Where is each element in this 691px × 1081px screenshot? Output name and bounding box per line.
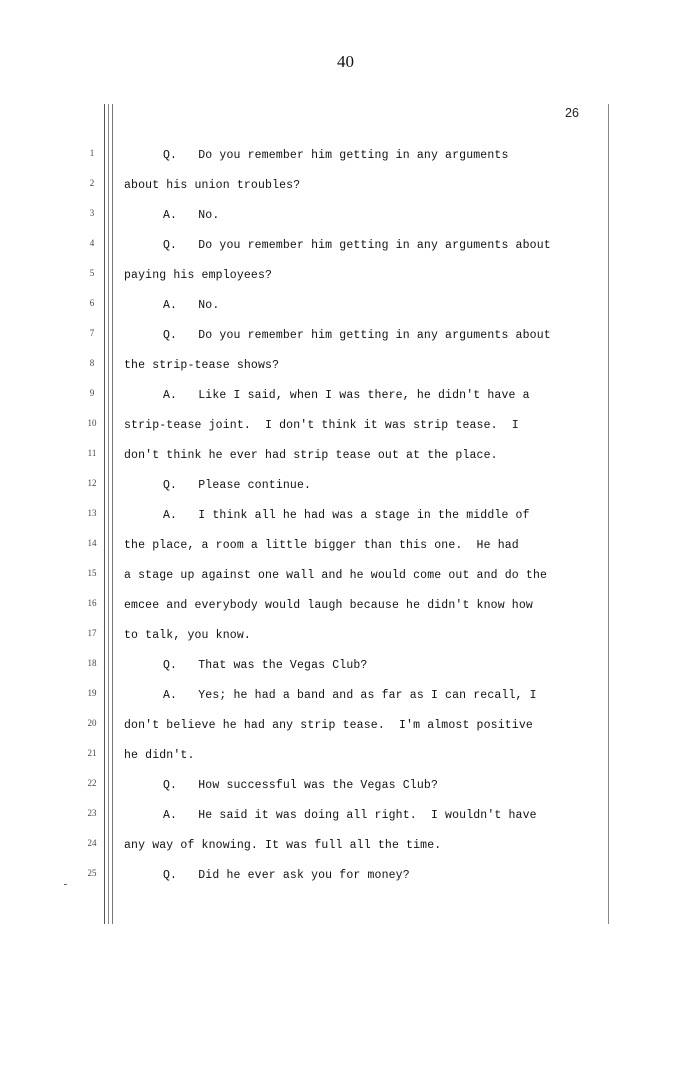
line-number: 15	[87, 568, 97, 578]
transcript-line: A. I think all he had was a stage in the middle of	[163, 509, 530, 522]
line-number: 21	[87, 748, 97, 758]
line-number: 25	[87, 868, 97, 878]
left-margin-rule	[104, 104, 105, 924]
page-number: 40	[337, 52, 354, 71]
transcript-line: Q. Did he ever ask you for money?	[163, 869, 410, 882]
transcript-line: any way of knowing. It was full all the time.	[124, 839, 442, 852]
transcript-line: the place, a room a little bigger than this one. He had	[124, 539, 519, 552]
left-margin-rule	[108, 104, 109, 924]
transcript-page	[0, 104, 691, 984]
transcript-line: Q. Do you remember him getting in any arguments about	[163, 329, 551, 342]
transcript-line: Q. Do you remember him getting in any arguments about	[163, 239, 551, 252]
transcript-line: don't believe he had any strip tease. I'm almost positive	[124, 719, 533, 732]
line-number: 1	[89, 148, 95, 158]
transcript-line: A. Like I said, when I was there, he didn't have a	[163, 389, 530, 402]
line-number: 18	[87, 658, 97, 668]
transcript-page-number: 26	[565, 106, 579, 120]
line-number: 19	[87, 688, 97, 698]
transcript-line: to talk, you know.	[124, 629, 251, 642]
transcript-line: Q. Please continue.	[163, 479, 312, 492]
transcript-line: about his union troubles?	[124, 179, 301, 192]
line-number: 5	[89, 268, 95, 278]
transcript-line: A. He said it was doing all right. I wouldn't have	[163, 809, 537, 822]
line-number: 11	[87, 448, 97, 458]
transcript-line: emcee and everybody would laugh because he didn't know how	[124, 599, 533, 612]
line-number: 10	[87, 418, 97, 428]
transcript-line: A. Yes; he had a band and as far as I can recall, I	[163, 689, 537, 702]
line-number: 2	[89, 178, 95, 188]
line-number: 7	[89, 328, 95, 338]
line-number: 12	[87, 478, 97, 488]
transcript-line: Q. How successful was the Vegas Club?	[163, 779, 438, 792]
transcript-line: the strip-tease shows?	[124, 359, 280, 372]
line-number: 20	[87, 718, 97, 728]
transcript-line: A. No.	[163, 299, 220, 312]
line-number: 9	[89, 388, 95, 398]
transcript-line: Q. Do you remember him getting in any arguments	[163, 149, 509, 162]
transcript-line: a stage up against one wall and he would come out and do the	[124, 569, 548, 582]
right-margin-rule	[608, 104, 609, 924]
line-number: 6	[89, 298, 95, 308]
left-margin-rule	[112, 104, 113, 924]
transcript-line: A. No.	[163, 209, 220, 222]
transcript-line: paying his employees?	[124, 269, 273, 282]
line-number: 3	[89, 208, 95, 218]
line-number: 13	[87, 508, 97, 518]
line-number: 22	[87, 778, 97, 788]
transcript-line: don't think he ever had strip tease out at the place.	[124, 449, 498, 462]
line-number: 23	[87, 808, 97, 818]
line-number: 4	[89, 238, 95, 248]
line-number: 8	[89, 358, 95, 368]
line-number: 24	[87, 838, 97, 848]
line-number: 16	[87, 598, 97, 608]
transcript-line: he didn't.	[124, 749, 195, 762]
transcript-line: strip-tease joint. I don't think it was strip tease. I	[124, 419, 519, 432]
line-number: 14	[87, 538, 97, 548]
transcript-line: Q. That was the Vegas Club?	[163, 659, 368, 672]
line-number: 17	[87, 628, 97, 638]
scan-speck	[64, 884, 67, 885]
